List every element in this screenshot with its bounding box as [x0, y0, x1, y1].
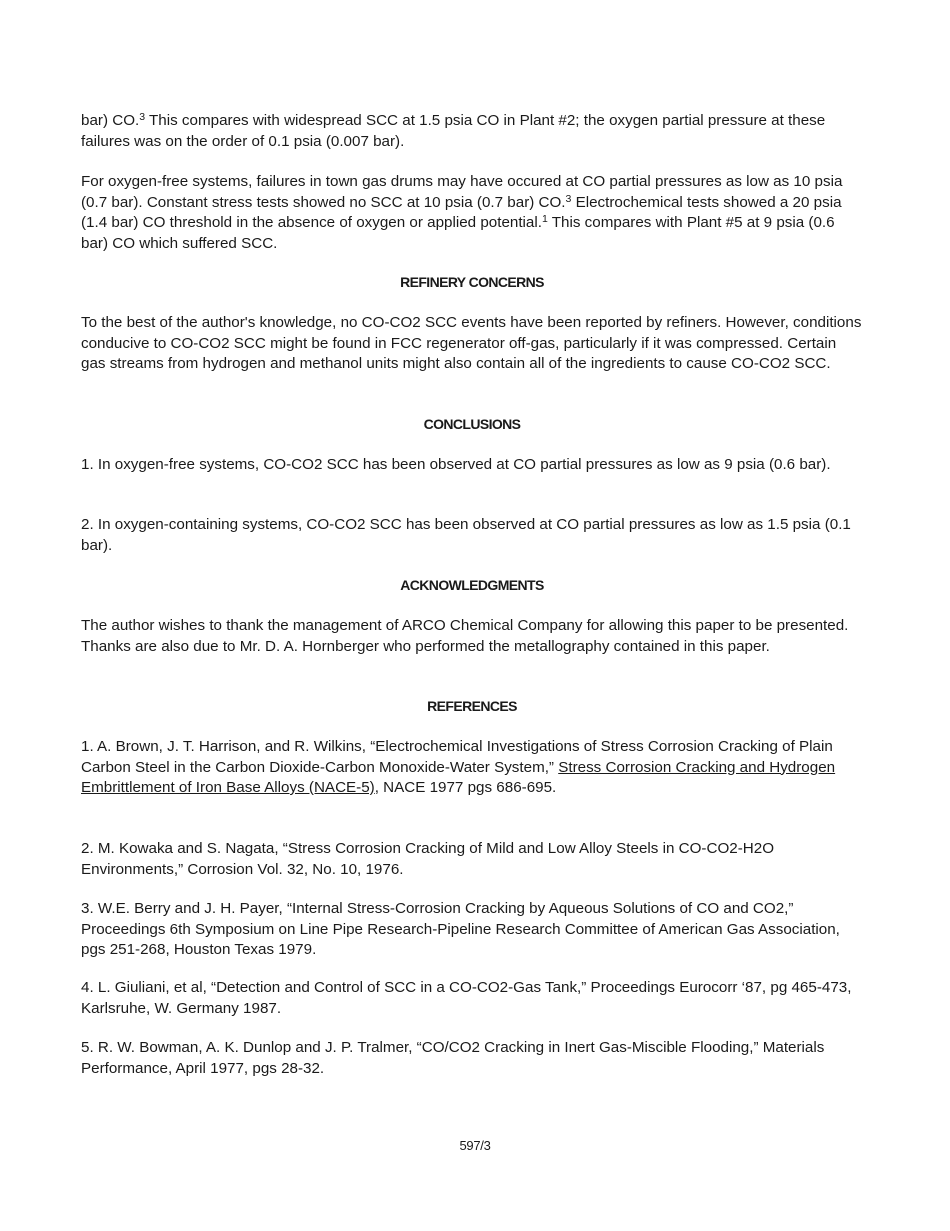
- paragraph-refinery: To the best of the author's knowledge, no CO-CO2 SCC events have been reported by refiners. However, conditions conducive to CO-CO2 SCC might be found in FCC regenerator off-gas, particularly if it was compressed. Certain gas streams from hydrogen and methanol units might also contain all of the ingredients to cause CO-CO2 SCC.: [81, 314, 862, 372]
- page-number: 597/3: [459, 1138, 491, 1153]
- reference-item-1: [81, 737, 863, 799]
- conclusion-item-2: 2. In oxygen-containing systems, CO-CO2 SCC has been observed at CO partial pressures as low as 1.5 psia (0.1 bar).: [81, 516, 851, 554]
- citation-superscript: 1: [541, 213, 548, 225]
- reference-underlined-title: Stress Corrosion Cracking and Hydrogen Embrittlement of Iron Base Alloys (NACE-5): [81, 758, 836, 796]
- paragraph-text: For oxygen-free systems, failures in town gas drums may have occured at CO partial pressures as low as 10 psia (0.7 bar). Constant stress tests showed no SCC at 10 psia (0.7 bar) CO.: [81, 173, 843, 211]
- reference-item-3: 3. W.E. Berry and J. H. Payer, “Internal Stress-Corrosion Cracking by Aqueous Solutions of CO and CO2,” Proceedings 6th Symposium on Line Pipe Research-Pipeline Research Committee of American Gas Association, pgs 251-268, Houston Texas 1979.: [81, 900, 840, 958]
- reference-text: 1. A. Brown, J. T. Harrison, and R. Wilkins, “Electrochemical Investigations of Stress Corrosion Cracking of Plain Carbon Steel in the Carbon Dioxide-Carbon Monoxide-Water System,”: [81, 738, 833, 776]
- conclusion-item-1: 1. In oxygen-free systems, CO-CO2 SCC has been observed at CO partial pressures as low as 9 psia (0.6 bar).: [81, 456, 831, 473]
- paragraph-text: bar) CO.: [81, 112, 140, 129]
- section-heading-acknowledgments: ACKNOWLEDGMENTS: [400, 577, 544, 593]
- reference-item-4: 4. L. Giuliani, et al, “Detection and Control of SCC in a CO-CO2-Gas Tank,” Proceedings Eurocorr ‘87, pg 465-473, Karlsruhe, W. Germany 1987.: [81, 979, 852, 1017]
- reference-item-5: 5. R. W. Bowman, A. K. Dunlop and J. P. Tralmer, “CO/CO2 Cracking in Inert Gas-Miscible Flooding,” Materials Performance, April 1977, pgs 28-32.: [81, 1039, 825, 1077]
- section-heading-refinery: REFINERY CONCERNS: [400, 274, 544, 290]
- paragraph-acknowledgments: The author wishes to thank the management of ARCO Chemical Company for allowing this paper to be presented. Thanks are also due to Mr. D. A. Hornberger who performed the metallography contained in this paper.: [81, 617, 849, 655]
- citation-superscript: 3: [565, 192, 572, 205]
- reference-text: , NACE 1977 pgs 686-695.: [374, 779, 557, 796]
- reference-item-2: 2. M. Kowaka and S. Nagata, “Stress Corrosion Cracking of Mild and Low Alloy Steels in CO-CO2-H2O Environments,” Corrosion Vol. 32, No. 10, 1976.: [81, 840, 775, 878]
- paragraph-text: This compares with Plant #5 at 9 psia (0.6 bar) CO which suffered SCC.: [81, 214, 835, 252]
- paragraph-oxygen-free: [81, 172, 863, 254]
- paragraph-plant-comparison: [81, 111, 863, 152]
- section-heading-conclusions: CONCLUSIONS: [423, 416, 521, 432]
- section-heading-references: REFERENCES: [427, 698, 517, 714]
- paragraph-text: Electrochemical tests showed a 20 psia (1.4 bar) CO threshold in the absence of oxygen or applied potential.: [81, 193, 842, 231]
- citation-superscript: 3: [139, 111, 146, 123]
- paragraph-text: This compares with widespread SCC at 1.5 psia CO in Plant #2; the oxygen partial pressure at these failures was on the order of 0.1 psia (0.007 bar).: [81, 112, 826, 150]
